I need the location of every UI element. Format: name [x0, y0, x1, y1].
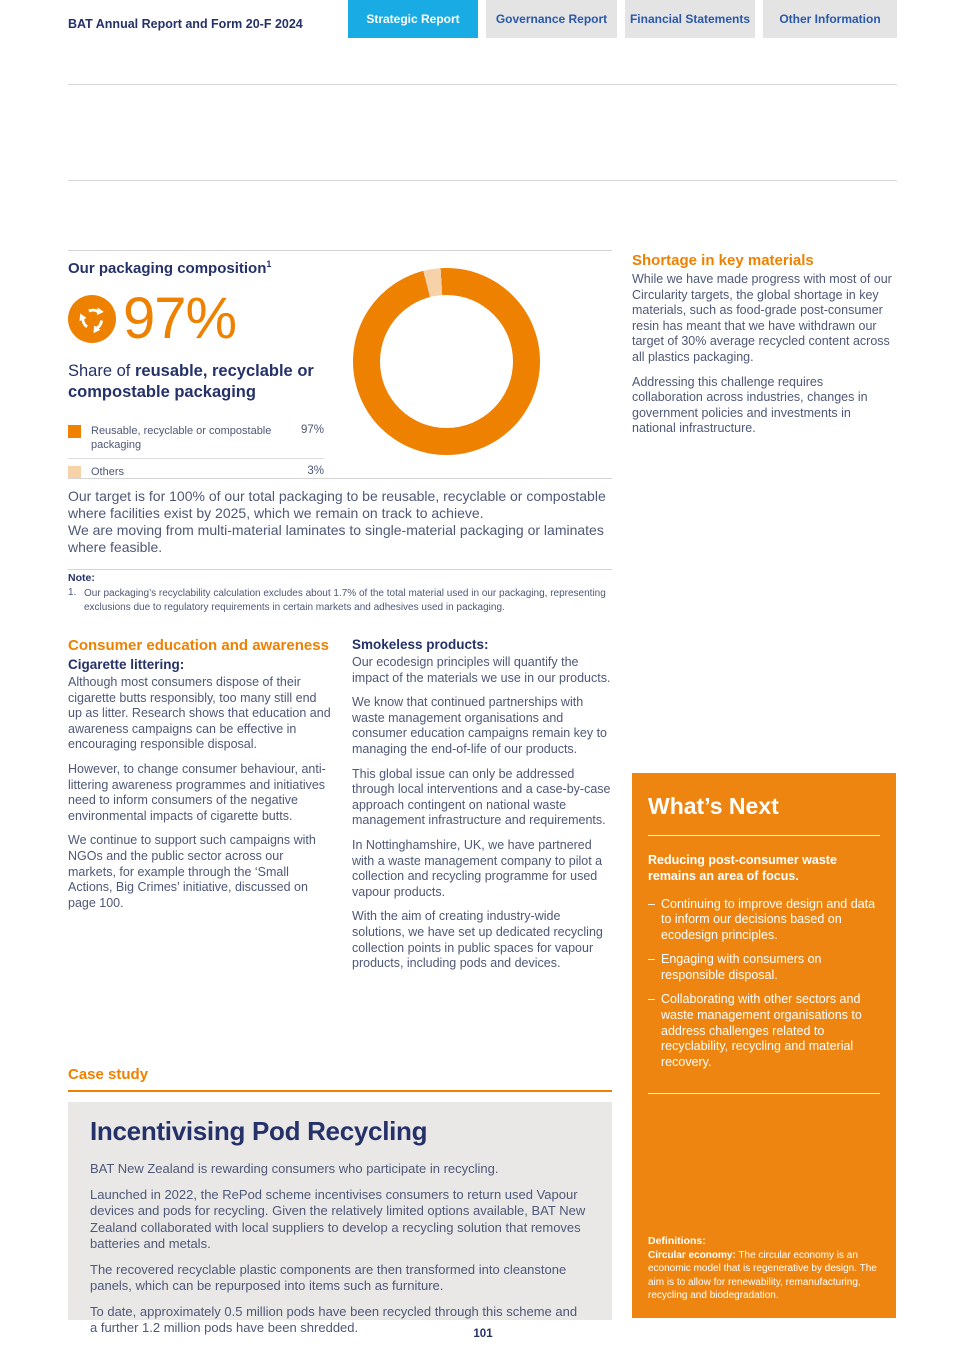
smokeless-paragraph: In Nottinghamshire, UK, we have partnered with a waste management company to pilot a collection and recycling programme for used vapour products. — [352, 837, 603, 899]
legend-label: Others — [91, 466, 125, 479]
packaging-heading — [68, 251, 612, 277]
tab-strategic-report[interactable]: Strategic Report — [348, 0, 478, 38]
legend-swatch-main — [68, 425, 81, 438]
smokeless-paragraph: This global issue can only be addressed through local interventions and a case-by-case approach contingent on national waste management infrastructure and requirements. — [352, 766, 611, 828]
smokeless-paragraph: We know that continued partnerships with waste management organisations and consumer education campaigns remain key to managing the end-of-life of our products. — [352, 695, 607, 756]
consumer-education-paragraph: We continue to support such campaigns with NGOs and the public sector across our markets, for example through the ‘Small Actions, Big Crimes’ initiative, discussed on page 100. — [68, 833, 316, 910]
shortage-paragraph: While we have made progress with most of our Circularity targets, the global shortage in key materials, such as food-grade post-consumer resin has meant that we have withdrawn our target of 30% average recycled content across all plastics packaging. — [632, 272, 892, 364]
donut-hole — [380, 295, 513, 428]
whats-next-intro: Reducing post-consumer waste remains an area of focus. — [648, 853, 837, 884]
consumer-education-heading: Consumer education and awareness — [68, 637, 329, 654]
packaging-stat-value: 97% — [123, 286, 237, 351]
smokeless-products-subheading: Smokeless products: — [352, 637, 489, 652]
smokeless-products-section — [352, 637, 616, 981]
whats-next-heading: What’s Next — [648, 793, 779, 819]
tab-financial-statements[interactable]: Financial Statements — [625, 0, 755, 38]
section-tabs — [348, 0, 897, 38]
tab-other-information[interactable]: Other Information — [763, 0, 897, 38]
consumer-education-paragraph: Although most consumers dispose of their cigarette butts responsibly, too many still end up as litter. Research shows that education and awareness campaigns can be effective in encouraging responsible disposal. — [68, 675, 331, 752]
case-study-title: Incentivising Pod Recycling — [90, 1116, 428, 1146]
packaging-heading-text: Our packaging composition — [68, 260, 267, 277]
footnote-text: Our packaging’s recyclability calculation excludes about 1.7% of the total material used in our packaging, representing exclusions due to regulatory requirements in certain markets and adhesives used in packaging. — [84, 588, 606, 613]
whats-next-bullet: – Engaging with consumers on responsible disposal. — [648, 952, 880, 983]
whats-next-divider — [648, 1093, 880, 1094]
whats-next-panel — [632, 773, 896, 1318]
consumer-education-paragraph: However, to change consumer behaviour, anti-littering awareness programmes and initiatives need to inform consumers of the negative environmental impacts of cigarette butts. — [68, 761, 326, 823]
whats-next-divider — [648, 835, 880, 836]
shortage-heading: Shortage in key materials — [632, 252, 814, 269]
top-divider — [68, 180, 897, 181]
header-divider — [68, 84, 897, 85]
legend-label: Reusable, recyclable or compostable packaging — [91, 424, 272, 451]
definition-text — [648, 1249, 880, 1302]
consumer-education-section — [68, 637, 332, 920]
shortage-paragraph: Addressing this challenge requires collaboration across industries, changes in government policies and investments in national infrastructure. — [632, 374, 868, 436]
caption-bold: reusable, recyclable or compostable packaging — [68, 362, 314, 401]
chart-legend — [68, 418, 324, 486]
legend-value: 97% — [300, 423, 324, 436]
definitions-block — [648, 1235, 880, 1302]
target-paragraph: We are moving from multi-material laminates to single-material packaging or laminates where feasible. — [68, 522, 604, 555]
packaging-stat-caption — [68, 361, 358, 403]
tab-governance-report[interactable]: Governance Report — [486, 0, 617, 38]
footnote-number: 1. — [68, 587, 77, 598]
cigarette-littering-subheading: Cigarette littering: — [68, 657, 185, 672]
case-study-paragraph: The recovered recyclable plastic components are then transformed into cleanstone panels, which can be repurposed into items such as furniture. — [90, 1261, 567, 1293]
whats-next-bullet: – Continuing to improve design and data to inform our decisions based on ecodesign principles. — [648, 897, 880, 944]
legend-row — [68, 418, 324, 460]
packaging-composition-section — [68, 250, 612, 485]
report-title: BAT Annual Report and Form 20-F 2024 — [68, 17, 303, 31]
case-study-label: Case study — [68, 1066, 612, 1092]
caption-prefix: Share of — [68, 362, 135, 380]
case-study-paragraph: Launched in 2022, the RePod scheme incentivises consumers to return used Vapour devices and pods for recycling. Given the relatively limited options available, BAT New Zealand collaborated with local suppliers to develop a recycling solution that removes batteries and metals. — [90, 1186, 586, 1251]
smokeless-paragraph: Our ecodesign principles will quantify the impact of the materials we use in our products. — [352, 655, 611, 685]
whats-next-bullet: – Collaborating with other sectors and waste management organisations to address challenges related to recyclability, recycling and material recovery. — [648, 992, 880, 1070]
definition-body: The circular economy is an economic model that is regenerative by design. The aim is to allow for renewability, remanufacturing, recycling and biodegradation. — [648, 1250, 877, 1301]
footnote-ref: 1 — [266, 259, 272, 269]
packaging-target-statement — [68, 478, 612, 570]
shortage-section — [632, 252, 896, 446]
case-study-paragraph: To date, approximately 0.5 million pods have been recycled through this scheme and a further 1.2 million pods have been shredded. — [90, 1303, 578, 1335]
footnote-section — [68, 572, 612, 614]
recycle-icon — [68, 295, 116, 343]
packaging-donut-chart — [353, 268, 540, 455]
page-number: 101 — [473, 1328, 493, 1340]
definitions-heading: Definitions: — [648, 1235, 706, 1248]
footnote-item — [68, 587, 612, 614]
definition-term: Circular economy: — [648, 1250, 736, 1262]
note-heading: Note: — [68, 572, 95, 584]
target-paragraph: Our target is for 100% of our total packaging to be reusable, recyclable or compostable where facilities exist by 2025, which we remain on track to achieve. — [68, 488, 606, 521]
legend-value: 3% — [307, 465, 324, 478]
case-study-paragraph: BAT New Zealand is rewarding consumers who participate in recycling. — [90, 1161, 499, 1176]
smokeless-paragraph: With the aim of creating industry-wide solutions, we have set up dedicated recycling collection points in public spaces for vapour products, including pods and devices. — [352, 909, 603, 971]
